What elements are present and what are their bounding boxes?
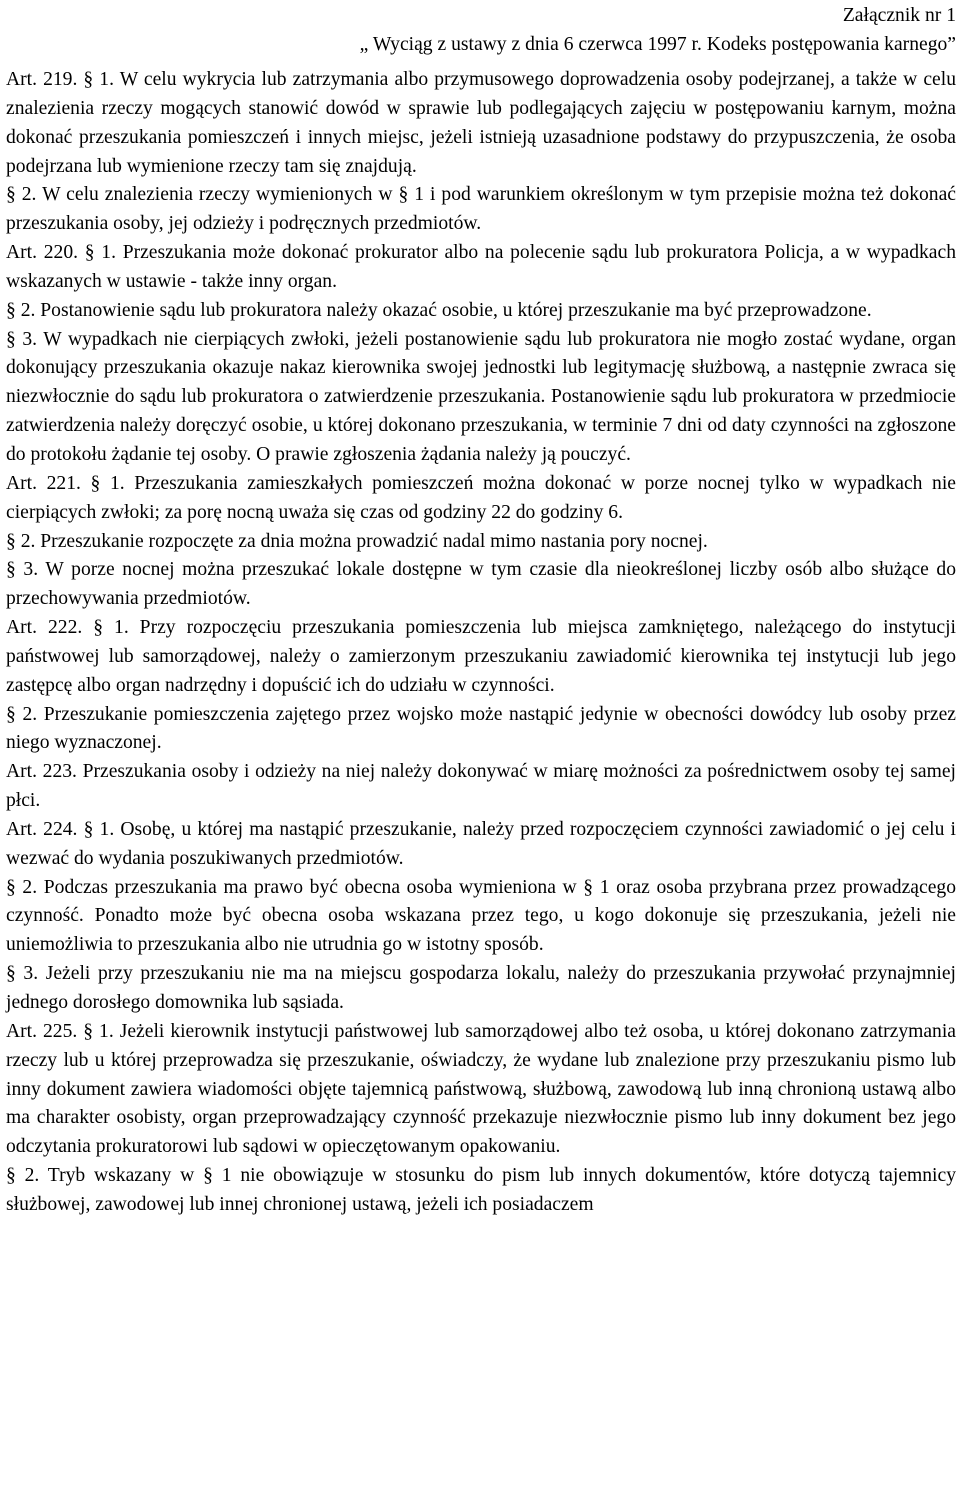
document-title: „ Wyciąg z ustawy z dnia 6 czerwca 1997 r. Kodeks postępowania karnego”: [359, 34, 956, 55]
header-spacer: [6, 59, 956, 66]
paragraph-art-220-3: § 3. W wypadkach nie cierpiących zwłoki, jeżeli postanowienie sądu lub prokuratora nie mogło zostać wydane, organ dokonujący przeszukania okazuje nakaz kierownika swojej jednostki lub legitymację służbową, a następnie zwraca się niezwłocznie do sądu lub prokuratora o zatwierdzenie przeszukania. Postanowienie sądu lub prokuratora w przedmiocie zatwierdzenia należy doręczyć osobie, u której dokonano przeszukania, w terminie 7 dni od daty czynności na zgłoszone do protokołu żądanie tej osoby. O prawie zgłoszenia żądania należy ją pouczyć.: [6, 328, 956, 465]
paragraph-art-220-2: § 2. Postanowienie sądu lub prokuratora należy okazać osobie, u której przeszukanie ma być przeprowadzone.: [6, 299, 872, 321]
statute-text: [6, 66, 956, 1220]
paragraph-art-222-1: Art. 222. § 1. Przy rozpoczęciu przeszukania pomieszczenia lub miejsca zamkniętego, należącego do instytucji państwowej lub samorządowej, należy o zamierzonym przeszukaniu zawiadomić kierownika tej instytucji lub jego zastępcę albo organ nadrzędny i dopuścić ich do udziału w czynności.: [6, 617, 956, 696]
attachment-label: Załącznik nr 1: [842, 5, 956, 26]
paragraph-art-219-2: § 2. W celu znalezienia rzeczy wymienionych w § 1 i pod warunkiem określonym w tym przepisie można też dokonać przeszukania osoby, jej odzieży i podręcznych przedmiotów.: [6, 184, 956, 235]
paragraph-art-219-1: Art. 219. § 1. W celu wykrycia lub zatrzymania albo przymusowego doprowadzenia osoby podejrzanej, a także w celu znalezienia rzeczy mogących stanowić dowód w sprawie lub podlegających zajęciu w postępowaniu karnym, można dokonać przeszukania pomieszczeń i innych miejsc, jeżeli istnieją uzasadnione podstawy do przypuszczenia, że osoba podejrzana lub wymienione rzeczy tam się znajdują.: [6, 69, 956, 177]
paragraph-art-224-3: § 3. Jeżeli przy przeszukaniu nie ma na miejscu gospodarza lokalu, należy do przeszukania przywołać przynajmniej jednego dorosłego domownika lub sąsiada.: [6, 963, 956, 1013]
paragraph-art-221-3: § 3. W porze nocnej można przeszukać lokale dostępne w tym czasie dla nieokreślonej liczby osób albo służące do przechowywania przedmiotów.: [6, 559, 956, 610]
paragraph-art-221-1: Art. 221. § 1. Przeszukania zamieszkałych pomieszczeń można dokonać w porze nocnej tylko w wypadkach nie cierpiących zwłoki; za porę nocną uważa się czas od godziny 22 do godziny 6.: [6, 472, 956, 523]
paragraph-art-223: Art. 223. Przeszukania osoby i odzieży na niej należy dokonywać w miarę możności za pośrednictwem osoby tej samej płci.: [6, 761, 956, 812]
paragraph-art-220-1: Art. 220. § 1. Przeszukania może dokonać prokurator albo na polecenie sądu lub prokuratora Policja, a w wypadkach wskazanych w ustawie - także inny organ.: [6, 242, 956, 292]
paragraph-art-221-2: § 2. Przeszukanie rozpoczęte za dnia można prowadzić nadal mimo nastania pory nocnej.: [6, 530, 708, 552]
paragraph-art-225-1: Art. 225. § 1. Jeżeli kierownik instytucji państwowej lub samorządowej albo też osoba, u której dokonano zatrzymania rzeczy lub u której przeprowadza się przeszukanie, oświadczy, że wydane lub znalezione przy przeszukaniu pismo lub inny dokument zawiera wiadomości objęte tajemnicą państwową, służbową, zawodową lub inną chronioną ustawą albo ma charakter osobisty, organ przeprowadzający czynność przekazuje niezwłocznie pismo lub inny dokument bez jego odczytania prokuratorowi lub sądowi w opieczętowanym opakowaniu.: [6, 1020, 956, 1158]
paragraph-art-224-2: § 2. Podczas przeszukania ma prawo być obecna osoba wymieniona w § 1 oraz osoba przybrana przez prowadzącego czynność. Ponadto może być obecna osoba wskazana przez tego, u kogo dokonuje się przeszukania, jeżeli nie uniemożliwia to przeszukania albo nie utrudnia go w istotny sposób.: [6, 876, 956, 956]
paragraph-art-225-2: § 2. Tryb wskazany w § 1 nie obowiązuje w stosunku do pism lub innych dokumentów, które dotyczą tajemnicy służbowej, zawodowej lub innej chronionej ustawą, jeżeli ich posiadaczem: [6, 1165, 956, 1215]
paragraph-art-222-2: § 2. Przeszukanie pomieszczenia zajętego przez wojsko może nastąpić jedynie w obecności dowódcy lub osoby przez niego wyznaczonej.: [6, 703, 956, 754]
paragraph-art-224-1: Art. 224. § 1. Osobę, u której ma nastąpić przeszukanie, należy przed rozpoczęciem czynności zawiadomić o jej celu i wezwać do wydania poszukiwanych przedmiotów.: [6, 818, 956, 869]
